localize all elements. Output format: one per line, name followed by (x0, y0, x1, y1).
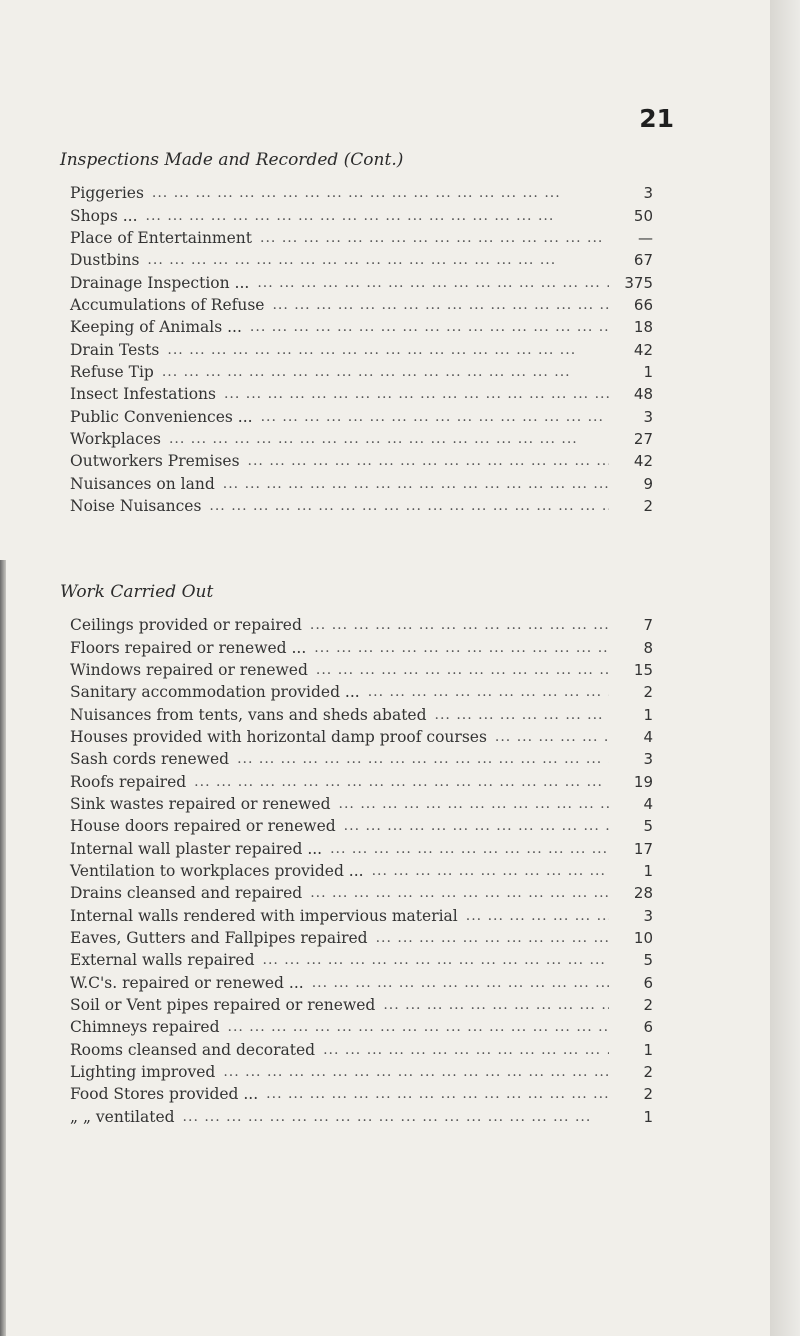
item-count: 9 (643, 474, 653, 493)
item-label: Floors repaired or renewed ... (70, 638, 307, 657)
list-item (70, 949, 653, 971)
item-count: 27 (633, 429, 653, 448)
item-count: 10 (633, 928, 653, 947)
page-edge-shadow (770, 0, 800, 1336)
leader-dots (310, 617, 609, 633)
leader-dots (383, 997, 609, 1013)
list-item (70, 860, 653, 882)
item-count: 4 (643, 727, 653, 746)
item-label: Outworkers Premises (70, 452, 240, 471)
leader-dots (316, 662, 609, 678)
leader-dots (323, 1042, 609, 1058)
item-count: 4 (643, 794, 653, 813)
list-item (70, 726, 653, 748)
leader-dots (266, 1086, 609, 1102)
leader-dots (183, 1109, 609, 1125)
item-count: 3 (643, 184, 653, 203)
list-item (70, 837, 653, 859)
item-count: 7 (643, 616, 653, 635)
list-item (70, 904, 653, 926)
leader-dots (368, 684, 609, 700)
item-count: 2 (643, 683, 653, 702)
item-label: Accumulations of Refuse (70, 295, 265, 314)
item-label: Shops ... (70, 206, 138, 225)
list-item (70, 204, 653, 226)
leader-dots (250, 319, 609, 335)
leader-dots (312, 975, 609, 991)
leader-dots (344, 818, 609, 834)
list-item (70, 316, 653, 338)
list-item (70, 748, 653, 770)
item-count: 1 (643, 1107, 653, 1126)
item-label: Workplaces (70, 429, 161, 448)
item-label: Piggeries (70, 184, 144, 203)
item-label: Drainage Inspection ... (70, 273, 250, 292)
item-count: 28 (633, 884, 653, 903)
list-item (70, 793, 653, 815)
item-label: Nuisances from tents, vans and sheds abated (70, 705, 427, 724)
list-item (70, 1106, 653, 1128)
item-count: 2 (643, 1063, 653, 1082)
list-item (70, 227, 653, 249)
list-item (70, 405, 653, 427)
list-item (70, 994, 653, 1016)
leader-dots (310, 885, 609, 901)
item-label: Internal wall plaster repaired ... (70, 839, 323, 858)
leader-dots (435, 707, 609, 723)
list-item (70, 249, 653, 271)
list-item (70, 659, 653, 681)
page-number: 21 (639, 104, 674, 133)
item-count: 67 (633, 251, 653, 270)
item-label: W.C's. repaired or renewed ... (70, 973, 304, 992)
item-count: 3 (643, 750, 653, 769)
list-item (70, 882, 653, 904)
item-count: 42 (633, 452, 653, 471)
list-item (70, 450, 653, 472)
list-item (70, 472, 653, 494)
leader-dots (257, 275, 609, 291)
leader-dots (162, 364, 609, 380)
inspections-heading: Inspections Made and Recorded (Cont.) (60, 150, 404, 170)
item-label: External walls repaired (70, 951, 255, 970)
list-item (70, 1061, 653, 1083)
list-item (70, 271, 653, 293)
item-label: Soil or Vent pipes repaired or renewed (70, 996, 376, 1015)
item-label: Drains cleansed and repaired (70, 884, 303, 903)
leader-dots (376, 930, 609, 946)
item-label: Windows repaired or renewed (70, 660, 308, 679)
item-count: 6 (643, 1018, 653, 1037)
list-item (70, 1083, 653, 1105)
item-label: Houses provided with horizontal damp proof courses (70, 727, 487, 746)
item-count: — (638, 228, 653, 247)
item-label: Chimneys repaired (70, 1018, 220, 1037)
list-item (70, 338, 653, 360)
item-count: 2 (643, 996, 653, 1015)
item-count: 5 (643, 951, 653, 970)
list-item (70, 681, 653, 703)
leader-dots (228, 1019, 610, 1035)
list-item (70, 495, 653, 517)
leader-dots (223, 1064, 609, 1080)
leader-dots (261, 409, 609, 425)
item-count: 42 (633, 340, 653, 359)
item-count: 48 (633, 385, 653, 404)
item-count: 3 (643, 906, 653, 925)
item-count: 8 (643, 638, 653, 657)
leader-dots (495, 729, 609, 745)
item-count: 375 (624, 273, 653, 292)
list-item (70, 428, 653, 450)
item-count: 19 (633, 772, 653, 791)
item-label: Rooms cleansed and decorated (70, 1040, 316, 1059)
item-count: 6 (643, 973, 653, 992)
leader-dots (224, 386, 609, 402)
item-count: 1 (643, 705, 653, 724)
item-label: Roofs repaired (70, 772, 187, 791)
list-item (70, 182, 653, 204)
item-count: 15 (633, 660, 653, 679)
item-label: „ „ ventilated (70, 1107, 175, 1126)
list-item (70, 636, 653, 658)
item-count: 1 (643, 861, 653, 880)
inspections-list (70, 182, 653, 517)
item-count: 2 (643, 496, 653, 515)
item-label: Insect Infestations (70, 385, 216, 404)
list-item (70, 614, 653, 636)
leader-dots (146, 208, 609, 224)
leader-dots (339, 796, 609, 812)
leader-dots (167, 342, 609, 358)
leader-dots (248, 453, 609, 469)
leader-dots (466, 908, 609, 924)
item-label: Eaves, Gutters and Fallpipes repaired (70, 928, 368, 947)
leader-dots (152, 185, 609, 201)
item-count: 1 (643, 362, 653, 381)
leader-dots (263, 952, 610, 968)
list-item (70, 770, 653, 792)
item-count: 50 (633, 206, 653, 225)
item-count: 1 (643, 1040, 653, 1059)
leader-dots (194, 774, 609, 790)
item-label: Dustbins (70, 251, 140, 270)
item-label: Sash cords renewed (70, 750, 230, 769)
item-label: Ceilings provided or repaired (70, 616, 302, 635)
item-label: Sanitary accommodation provided ... (70, 683, 360, 702)
item-count: 66 (633, 295, 653, 314)
leader-dots (372, 863, 609, 879)
list-item (70, 972, 653, 994)
item-label: Refuse Tip (70, 362, 154, 381)
leader-dots (209, 498, 609, 514)
item-label: Sink wastes repaired or renewed (70, 794, 331, 813)
work-carried-out-heading: Work Carried Out (60, 582, 214, 602)
list-item (70, 361, 653, 383)
list-item (70, 703, 653, 725)
list-item (70, 815, 653, 837)
work-carried-out-list (70, 614, 653, 1128)
list-item (70, 383, 653, 405)
item-label: Lighting improved (70, 1063, 216, 1082)
list-item (70, 294, 653, 316)
item-count: 17 (633, 839, 653, 858)
leader-dots (169, 431, 609, 447)
item-label: Internal walls rendered with impervious material (70, 906, 458, 925)
list-item (70, 927, 653, 949)
item-label: Food Stores provided ... (70, 1085, 259, 1104)
leader-dots (237, 751, 609, 767)
leader-dots (272, 297, 609, 313)
leader-dots (147, 252, 609, 268)
item-count: 18 (633, 318, 653, 337)
leader-dots (260, 230, 609, 246)
item-count: 5 (643, 817, 653, 836)
item-label: Keeping of Animals ... (70, 318, 242, 337)
item-label: Ventilation to workplaces provided ... (70, 861, 364, 880)
item-label: Nuisances on land (70, 474, 215, 493)
list-item (70, 1016, 653, 1038)
item-label: Drain Tests (70, 340, 160, 359)
binding-edge (0, 560, 6, 1336)
item-count: 3 (643, 407, 653, 426)
item-label: Public Conveniences ... (70, 407, 253, 426)
leader-dots (223, 476, 609, 492)
item-count: 2 (643, 1085, 653, 1104)
item-label: Noise Nuisances (70, 496, 202, 515)
item-label: Place of Entertainment (70, 228, 253, 247)
leader-dots (314, 640, 609, 656)
list-item (70, 1039, 653, 1061)
item-label: House doors repaired or renewed (70, 817, 336, 836)
leader-dots (330, 841, 609, 857)
